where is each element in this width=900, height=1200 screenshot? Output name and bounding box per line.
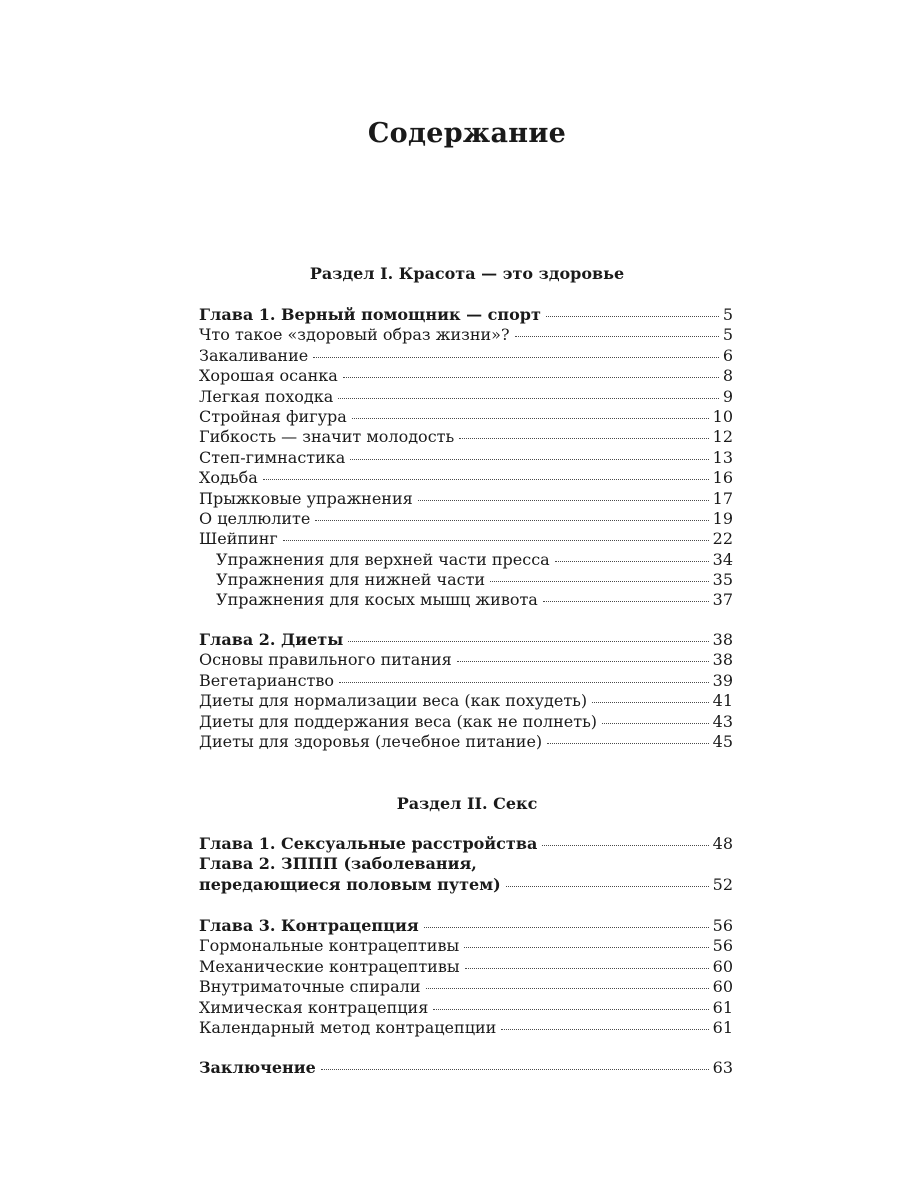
entry-page: 37 [712, 590, 733, 610]
dot-leader [465, 967, 709, 969]
entry-title: Диеты для здоровья (лечебное питание) [199, 731, 543, 751]
entry-page: 5 [722, 325, 733, 345]
entry-page: 38 [712, 630, 733, 649]
toc-entry[interactable] [199, 448, 733, 468]
entry-title: Основы правильного питания [199, 650, 452, 670]
dot-leader [555, 560, 709, 562]
toc-entry-conclusion[interactable] [199, 1058, 733, 1078]
dot-leader [283, 539, 709, 541]
entry-title-line-1[interactable]: Глава 2. ЗППП (заболевания, [199, 854, 477, 874]
entry-title-line-2: передающиеся половым путем) [199, 874, 501, 894]
entry-page: 45 [712, 731, 733, 751]
toc-subentry[interactable] [199, 570, 733, 590]
entry-title: О целлюлите [199, 508, 311, 528]
toc-entry[interactable] [199, 712, 733, 732]
entry-page: 38 [712, 650, 733, 670]
section-1-chapter-2 [199, 630, 733, 752]
toc-entry[interactable] [199, 509, 733, 529]
entry-page: 17 [712, 488, 733, 508]
toc-entry[interactable] [199, 387, 733, 407]
toc-entry[interactable] [199, 407, 733, 427]
dot-leader [352, 417, 709, 419]
entry-page: 5 [722, 305, 733, 324]
entry-title: Что такое «здоровый образ жизни»? [199, 325, 510, 345]
entry-title: Гормональные контрацептивы [199, 936, 460, 956]
toc-entry[interactable] [199, 325, 733, 345]
dot-leader [543, 600, 709, 602]
entry-page: 43 [712, 711, 733, 731]
toc-entry[interactable] [199, 346, 733, 366]
dot-leader [321, 1068, 709, 1070]
dot-leader [457, 660, 709, 662]
toc-entry[interactable] [199, 957, 733, 977]
entry-page: 48 [712, 834, 733, 853]
dot-leader [348, 640, 708, 642]
entry-title: Стройная фигура [199, 406, 347, 426]
entry-title: Упражнения для нижней части [216, 570, 486, 590]
dot-leader [547, 742, 708, 744]
dot-leader [433, 1008, 708, 1010]
toc-entry[interactable] [199, 650, 733, 670]
toc-entry-chapter[interactable] [199, 916, 733, 936]
entry-page: 41 [712, 691, 733, 711]
conclusion-block [199, 1058, 733, 1078]
toc-entry[interactable] [199, 977, 733, 997]
toc-entry[interactable] [199, 529, 733, 549]
dot-leader [338, 397, 719, 399]
entry-title: Легкая походка [199, 386, 334, 406]
dot-leader [490, 580, 709, 582]
dot-leader [263, 478, 709, 480]
dot-leader [343, 376, 719, 378]
entry-page: 56 [712, 916, 733, 935]
entry-page: 9 [722, 386, 733, 406]
entry-title: Закаливание [199, 345, 309, 365]
entry-title: Упражнения для верхней части пресса [216, 549, 550, 569]
toc-entry[interactable] [199, 468, 733, 488]
toc-subentry[interactable] [199, 550, 733, 570]
dot-leader [592, 701, 709, 703]
page-title: Содержание [367, 118, 567, 149]
toc-entry[interactable] [199, 489, 733, 509]
entry-page: 34 [712, 549, 733, 569]
dot-leader [350, 458, 708, 460]
entry-page: 22 [712, 529, 733, 549]
toc-entry[interactable] [199, 427, 733, 447]
entry-page: 12 [712, 427, 733, 447]
entry-page: 19 [712, 508, 733, 528]
dot-leader [313, 356, 719, 358]
entry-page: 8 [722, 366, 733, 386]
dot-leader [602, 722, 709, 724]
section-1-heading: Раздел I. Красота — это здоровье [309, 264, 625, 283]
entry-page: 56 [712, 936, 733, 956]
toc-entry[interactable] [199, 732, 733, 752]
entry-title: Диеты для нормализации веса (как похудеть) [199, 691, 588, 711]
entry-title: Вегетарианство [199, 670, 335, 690]
toc-subentry[interactable] [199, 590, 733, 610]
entry-title: Гибкость — значит молодость [199, 427, 455, 447]
section-2-heading: Раздел II. Секс [396, 794, 538, 813]
dot-leader [426, 987, 709, 989]
entry-title: Шейпинг [199, 529, 278, 549]
entry-title: Глава 1. Сексуальные расстройства [199, 834, 538, 853]
entry-title: Ходьба [199, 468, 258, 488]
entry-page: 61 [712, 997, 733, 1017]
entry-page: 35 [712, 570, 733, 590]
section-2-chapter-3 [199, 916, 733, 1038]
entry-page: 6 [722, 345, 733, 365]
entry-title: Заключение [199, 1058, 316, 1077]
entry-page: 60 [712, 977, 733, 997]
entry-page: 39 [712, 670, 733, 690]
entry-title: Химическая контрацепция [199, 997, 429, 1017]
dot-leader [506, 885, 709, 887]
dot-leader [501, 1028, 708, 1030]
section-1-chapter-1 [199, 305, 733, 611]
toc-entry[interactable] [199, 1018, 733, 1038]
toc-entry-chapter[interactable] [199, 305, 733, 325]
toc-entry[interactable] [199, 366, 733, 386]
entry-title: Внутриматочные спирали [199, 977, 421, 997]
entry-title: Глава 2. Диеты [199, 630, 344, 649]
dot-leader [424, 926, 709, 928]
entry-title: Хорошая осанка [199, 366, 338, 386]
dot-leader [315, 519, 708, 521]
entry-title: Глава 3. Контрацепция [199, 916, 419, 935]
toc-entry[interactable] [199, 936, 733, 956]
dot-leader [515, 335, 719, 337]
entry-page: 13 [712, 447, 733, 467]
entry-page: 63 [712, 1058, 733, 1077]
dot-leader [464, 946, 708, 948]
entry-page: 60 [712, 956, 733, 976]
toc-entry[interactable] [199, 691, 733, 711]
dot-leader [339, 681, 709, 683]
dot-leader [546, 315, 719, 317]
entry-title: Диеты для поддержания веса (как не полнеть) [199, 711, 598, 731]
dot-leader [542, 844, 708, 846]
entry-page: 16 [712, 468, 733, 488]
toc-entry-chapter[interactable] [199, 630, 733, 650]
entry-title: Упражнения для косых мышц живота [216, 590, 538, 610]
dot-leader [459, 437, 708, 439]
entry-title: Механические контрацептивы [199, 956, 460, 976]
entry-title: Прыжковые упражнения [199, 488, 413, 508]
toc-entry[interactable] [199, 671, 733, 691]
toc-entry-chapter[interactable] [199, 834, 733, 854]
entry-page: 10 [712, 406, 733, 426]
toc-entry[interactable] [199, 998, 733, 1018]
entry-page: 61 [712, 1017, 733, 1037]
section-2-chapters-1-2 [199, 834, 733, 895]
toc-entry-chapter[interactable] [199, 875, 733, 895]
entry-title: Глава 1. Верный помощник — спорт [199, 305, 541, 324]
dot-leader [418, 499, 709, 501]
entry-page: 52 [712, 874, 733, 894]
entry-title: Календарный метод контрацепции [199, 1017, 497, 1037]
entry-title: Степ-гимнастика [199, 447, 346, 467]
